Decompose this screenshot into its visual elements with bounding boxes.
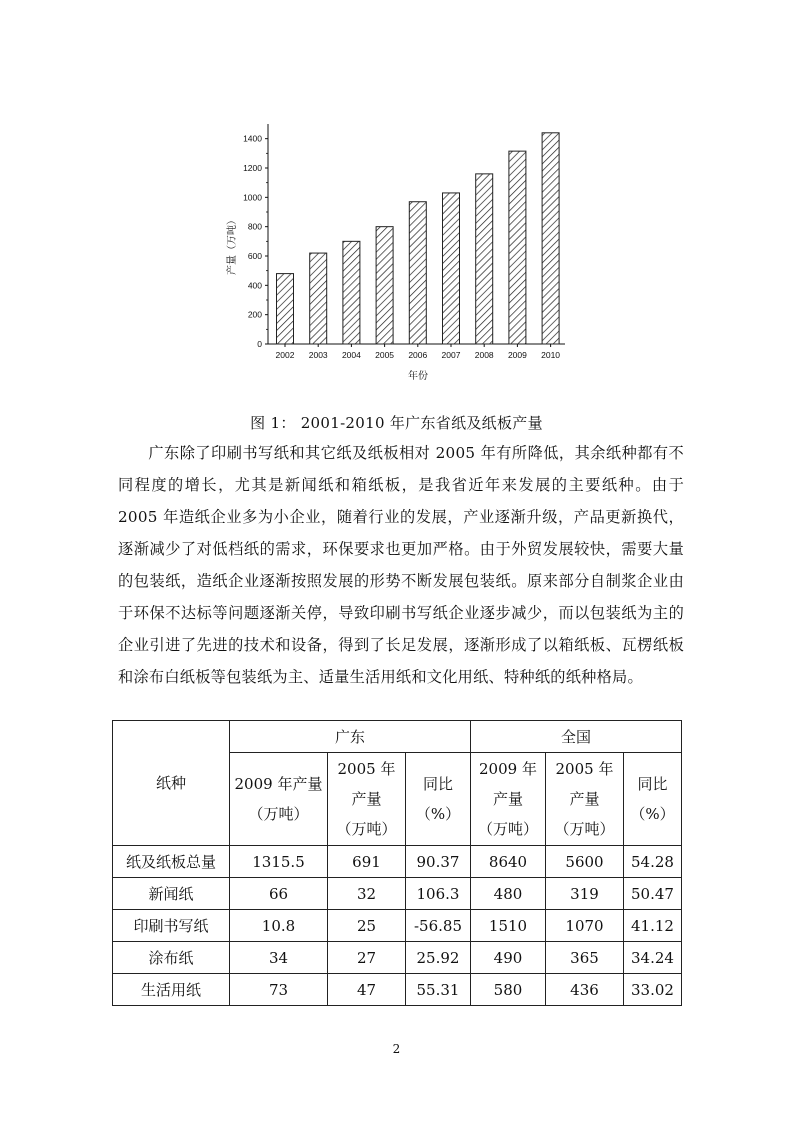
cell-value: 436 xyxy=(546,974,624,1006)
cell-paper-type: 印刷书写纸 xyxy=(113,910,230,942)
cell-value: 73 xyxy=(230,974,328,1006)
x-axis-label: 年份 xyxy=(408,371,428,382)
cell-value: 490 xyxy=(471,942,546,974)
bar-2005 xyxy=(376,227,393,344)
x-axis-ticks xyxy=(276,344,561,360)
cell-value: 34.24 xyxy=(624,942,682,974)
cell-paper-type: 涂布纸 xyxy=(113,942,230,974)
bar-chart xyxy=(225,120,570,385)
cell-value: 691 xyxy=(328,846,406,878)
cell-value: 50.47 xyxy=(624,878,682,910)
bar-2008 xyxy=(476,174,493,344)
x-tick-label: 2006 xyxy=(408,350,428,360)
cell-value: 106.3 xyxy=(406,878,471,910)
x-tick-label: 2004 xyxy=(341,350,361,360)
y-tick-label: 400 xyxy=(247,280,262,291)
y-tick-label: 200 xyxy=(247,309,262,320)
cell-value: 34 xyxy=(230,942,328,974)
cell-value: 580 xyxy=(471,974,546,1006)
cell-paper-type: 生活用纸 xyxy=(113,974,230,1006)
cell-value: 8640 xyxy=(471,846,546,878)
cell-value: 27 xyxy=(328,942,406,974)
cell-value: 32 xyxy=(328,878,406,910)
y-tick-label: 1400 xyxy=(243,133,262,144)
cell-value: 319 xyxy=(546,878,624,910)
x-tick-label: 2002 xyxy=(275,350,295,360)
cell-value: 90.37 xyxy=(406,846,471,878)
header-gd-ratio: 同比 （%） xyxy=(406,753,471,846)
cell-paper-type: 纸及纸板总量 xyxy=(113,846,230,878)
header-guangdong: 广东 xyxy=(230,721,471,753)
cell-value: 10.8 xyxy=(230,910,328,942)
x-tick-label: 2009 xyxy=(507,350,527,360)
header-nat-2005: 2005 年 产量 （万吨） xyxy=(546,753,624,846)
y-axis-ticks xyxy=(243,134,268,349)
cell-value: 1510 xyxy=(471,910,546,942)
cell-value: 365 xyxy=(546,942,624,974)
cell-value: 25.92 xyxy=(406,942,471,974)
header-paper-type: 纸种 xyxy=(113,721,230,846)
bar-2003 xyxy=(310,253,327,344)
cell-value: 1315.5 xyxy=(230,846,328,878)
x-tick-label: 2005 xyxy=(375,350,395,360)
header-nat-ratio: 同比 （%） xyxy=(624,753,682,846)
bar-2006 xyxy=(409,202,426,344)
header-national: 全国 xyxy=(471,721,682,753)
x-tick-label: 2007 xyxy=(441,350,461,360)
cell-value: 25 xyxy=(328,910,406,942)
figure-caption: 图 1： 2001-2010 年广东省纸及纸板产量 xyxy=(250,414,543,432)
header-gd-2005: 2005 年 产量 （万吨） xyxy=(328,753,406,846)
y-tick-label: 800 xyxy=(247,221,262,232)
x-tick-label: 2003 xyxy=(308,350,328,360)
y-tick-label: 0 xyxy=(257,339,262,349)
y-axis-label: 产量（万吨） xyxy=(227,215,238,275)
bar-2009 xyxy=(509,151,526,344)
cell-value: 1070 xyxy=(546,910,624,942)
y-tick-label: 600 xyxy=(247,251,262,261)
table-row xyxy=(113,910,682,942)
table-group-header-row xyxy=(113,721,682,753)
cell-value: 33.02 xyxy=(624,974,682,1006)
x-tick-label: 2010 xyxy=(541,350,561,360)
cell-value: 55.31 xyxy=(406,974,471,1006)
bar-2007 xyxy=(443,193,460,344)
cell-value: 66 xyxy=(230,878,328,910)
cell-paper-type: 新闻纸 xyxy=(113,878,230,910)
table-row xyxy=(113,942,682,974)
cell-value: 41.12 xyxy=(624,910,682,942)
table-row xyxy=(113,846,682,878)
header-nat-2009: 2009 年 产量 （万吨） xyxy=(471,753,546,846)
bar-2002 xyxy=(277,274,294,344)
table-row xyxy=(113,974,682,1006)
x-tick-label: 2008 xyxy=(474,350,494,360)
y-tick-label: 1000 xyxy=(243,192,262,203)
table-row xyxy=(113,878,682,910)
y-tick-label: 1200 xyxy=(243,163,262,173)
cell-value: 47 xyxy=(328,974,406,1006)
cell-value: 480 xyxy=(471,878,546,910)
paper-production-table xyxy=(112,720,682,1006)
body-paragraph: 广东除了印刷书写纸和其它纸及纸板相对 2005 年有所降低，其余纸种都有不同程度的增长，尤其是新闻纸和箱纸板，是我省近年来发展的主要纸种。由于 2005 年造纸企业多为小企业，随着行业的发展，产业逐渐升级，产品更新换代，逐渐减少了对低档纸的需求，环保要求也更加严格。由于外贸发展较快，需要大量的包装纸，造纸企业逐渐按照发展的形势不断发展包装纸。原来部分自制浆企业由于环保不达标等问题逐渐关停，导致印刷书写纸企业逐步减少，而以包装纸为主的企业引进了先进的技术和设备，得到了长足发展，逐渐形成了以箱纸板、瓦楞纸板和涂布白纸板等包装纸为主、适量生活用纸和文化用纸、特种纸的纸种格局。 xyxy=(118,444,684,686)
bar-2010 xyxy=(542,133,559,344)
page-number: 2 xyxy=(392,1042,401,1056)
cell-value: -56.85 xyxy=(406,910,471,942)
bar-2004 xyxy=(343,241,360,344)
header-gd-2009: 2009 年产量 （万吨） xyxy=(230,753,328,846)
cell-value: 54.28 xyxy=(624,846,682,878)
chart-bars xyxy=(277,133,560,344)
cell-value: 5600 xyxy=(546,846,624,878)
